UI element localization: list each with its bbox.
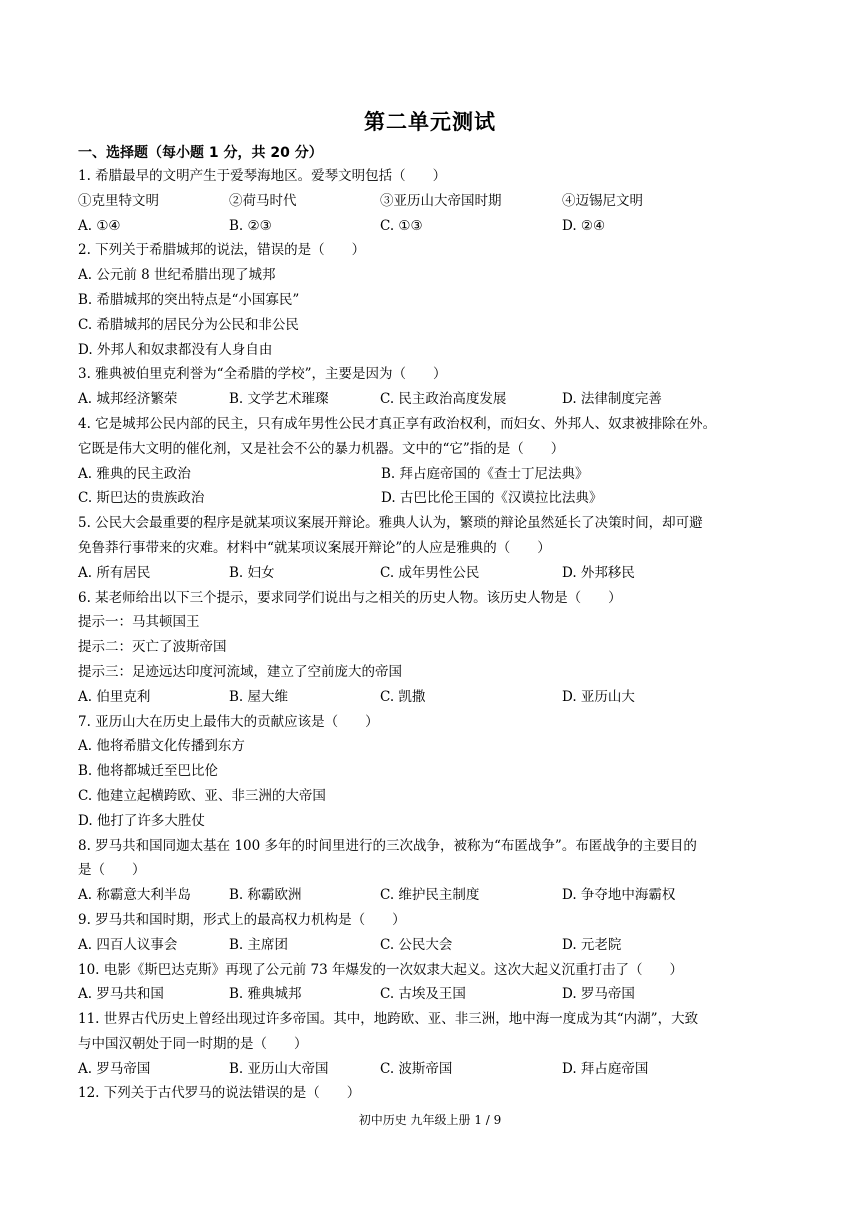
answer-option: D. 拜占庭帝国	[562, 1060, 649, 1077]
options-row	[78, 933, 783, 958]
section-heading: 一、选择题（每小题 1 分，共 20 分）	[78, 145, 323, 161]
question-5	[78, 511, 783, 585]
question-stem: 8. 罗马共和国同迦太基在 100 多年的时间里进行的三次战争，被称为“布匿战争”。布匿战争的主要目的	[78, 837, 697, 854]
answer-option: B. 雅典城邦	[229, 986, 302, 1003]
answer-option: C. 公民大会	[380, 936, 453, 953]
answer-option: C. 他建立起横跨欧、亚、非三洲的大帝国	[78, 787, 326, 804]
question-1	[78, 164, 783, 238]
answer-option: D. 亚历山大	[562, 688, 635, 705]
answer-option: D. ②④	[562, 217, 606, 234]
question-stem: 7. 亚历山大在历史上最伟大的贡献应该是（ ）	[78, 713, 379, 730]
question-stem: 11. 世界古代历史上曾经出现过许多帝国。其中，地跨欧、亚、非三洲，地中海一度成为其“内湖”，大致	[78, 1011, 699, 1028]
question-stem: 10. 电影《斯巴达克斯》再现了公元前 73 年爆发的一次奴隶大起义。这次大起义沉重打击了（ ）	[78, 961, 684, 978]
answer-option: B. 拜占庭帝国的《查士丁尼法典》	[381, 465, 589, 482]
question-stem-line: 免鲁莽行事带来的灾难。材料中“就某项议案展开辩论”的人应是雅典的（ ）	[78, 539, 551, 556]
question-7	[78, 710, 783, 834]
answer-option: A. 城邦经济繁荣	[78, 391, 178, 408]
question-stem: 4. 它是城邦公民内部的民主，只有成年男性公民才真正享有政治权利，而妇女、外邦人、奴隶被排除在外。	[78, 415, 717, 432]
answer-option: B. 屋大维	[229, 688, 289, 705]
answer-option: B. 他将都城迁至巴比伦	[78, 763, 219, 780]
answer-option: C. ①③	[380, 217, 423, 234]
answer-option: A. 罗马共和国	[78, 986, 164, 1003]
page-title: 第二单元测试	[364, 110, 496, 134]
answer-option: B. 妇女	[229, 564, 275, 581]
answer-option: A. 他将希腊文化传播到东方	[78, 738, 245, 755]
answer-option: D. 古巴比伦王国的《汉谟拉比法典》	[381, 490, 603, 507]
answer-option: C. 维护民主制度	[380, 887, 480, 904]
answer-option: D. 他打了许多大胜仗	[78, 812, 205, 829]
options-row	[78, 189, 783, 214]
answer-option: A. 四百人议事会	[78, 936, 178, 953]
answer-option: D. 罗马帝国	[562, 986, 635, 1003]
options-row	[78, 1057, 783, 1082]
answer-option: B. 文学艺术璀璨	[229, 391, 329, 408]
answer-option: A. 公元前 8 世纪希腊出现了城邦	[78, 267, 276, 284]
page-footer: 初中历史 九年级上册 1 / 9	[358, 1113, 502, 1127]
question-11	[78, 1007, 783, 1081]
answer-option: C. 古埃及王国	[380, 986, 466, 1003]
options-row	[78, 486, 783, 511]
question-stem-line: 提示二：灭亡了波斯帝国	[78, 639, 227, 656]
answer-option: C. 波斯帝国	[380, 1060, 453, 1077]
answer-option: C. 斯巴达的贵族政治	[78, 490, 205, 507]
answer-option: B. 主席团	[229, 936, 289, 953]
answer-option: B. 亚历山大帝国	[229, 1060, 329, 1077]
question-list	[78, 164, 783, 1106]
question-8	[78, 834, 783, 908]
answer-option: ④迈锡尼文明	[562, 192, 643, 209]
question-stem: 6. 某老师给出以下三个提示，要求同学们说出与之相关的历史人物。该历史人物是（ ）	[78, 589, 622, 606]
answer-option: C. 成年男性公民	[380, 564, 480, 581]
options-row	[78, 685, 783, 710]
options-row	[78, 561, 783, 586]
question-stem: 12. 下列关于古代罗马的说法错误的是（ ）	[78, 1085, 361, 1102]
question-stem-line: 它既是伟大文明的催化剂，又是社会不公的暴力机器。文中的“它”指的是（ ）	[78, 440, 565, 457]
options-row	[78, 462, 783, 487]
question-stem: 2. 下列关于希腊城邦的说法，错误的是（ ）	[78, 242, 366, 259]
answer-option: D. 元老院	[562, 936, 622, 953]
question-10	[78, 958, 783, 1008]
question-6	[78, 586, 783, 710]
answer-option: B. 希腊城邦的突出特点是“小国寡民”	[78, 291, 300, 308]
answer-option: A. 所有居民	[78, 564, 151, 581]
answer-option: B. ②③	[229, 217, 272, 234]
answer-option: A. 伯里克利	[78, 688, 151, 705]
question-3	[78, 362, 783, 412]
question-stem: 5. 公民大会最重要的程序是就某项议案展开辩论。雅典人认为，繁琐的辩论虽然延长了决策时间，却可避	[78, 515, 703, 532]
answer-option: ③亚历山大帝国时期	[380, 192, 502, 209]
answer-option: A. 雅典的民主政治	[78, 465, 191, 482]
answer-option: ②荷马时代	[229, 192, 297, 209]
question-stem: 9. 罗马共和国时期，形式上的最高权力机构是（ ）	[78, 911, 406, 928]
question-stem-line: 提示一：马其顿国王	[78, 614, 200, 631]
options-row	[78, 387, 783, 412]
options-row	[78, 883, 783, 908]
answer-option: B. 称霸欧洲	[229, 887, 302, 904]
question-stem-line: 与中国汉朝处于同一时期的是（ ）	[78, 1035, 308, 1052]
question-4	[78, 412, 783, 511]
question-2	[78, 238, 783, 362]
answer-option: A. 罗马帝国	[78, 1060, 151, 1077]
answer-option: A. ①④	[78, 217, 121, 234]
question-12	[78, 1081, 783, 1106]
answer-option: D. 法律制度完善	[562, 391, 662, 408]
question-stem-line: 是（ ）	[78, 862, 146, 879]
question-stem: 1. 希腊最早的文明产生于爱琴海地区。爱琴文明包括（ ）	[78, 168, 447, 184]
answer-option: C. 希腊城邦的居民分为公民和非公民	[78, 316, 299, 333]
answer-option: D. 外邦移民	[562, 564, 635, 581]
options-row	[78, 214, 783, 239]
question-9	[78, 908, 783, 958]
answer-option: C. 凯撒	[380, 688, 426, 705]
answer-option: C. 民主政治高度发展	[380, 391, 507, 408]
question-stem: 3. 雅典被伯里克利誉为“全希腊的学校”，主要是因为（ ）	[78, 366, 447, 383]
question-stem-line: 提示三：足迹远达印度河流域，建立了空前庞大的帝国	[78, 663, 402, 680]
options-row	[78, 982, 783, 1007]
answer-option: A. 称霸意大利半岛	[78, 887, 191, 904]
answer-option: D. 争夺地中海霸权	[562, 887, 676, 904]
answer-option: ①克里特文明	[78, 192, 159, 209]
answer-option: D. 外邦人和奴隶都没有人身自由	[78, 341, 273, 358]
